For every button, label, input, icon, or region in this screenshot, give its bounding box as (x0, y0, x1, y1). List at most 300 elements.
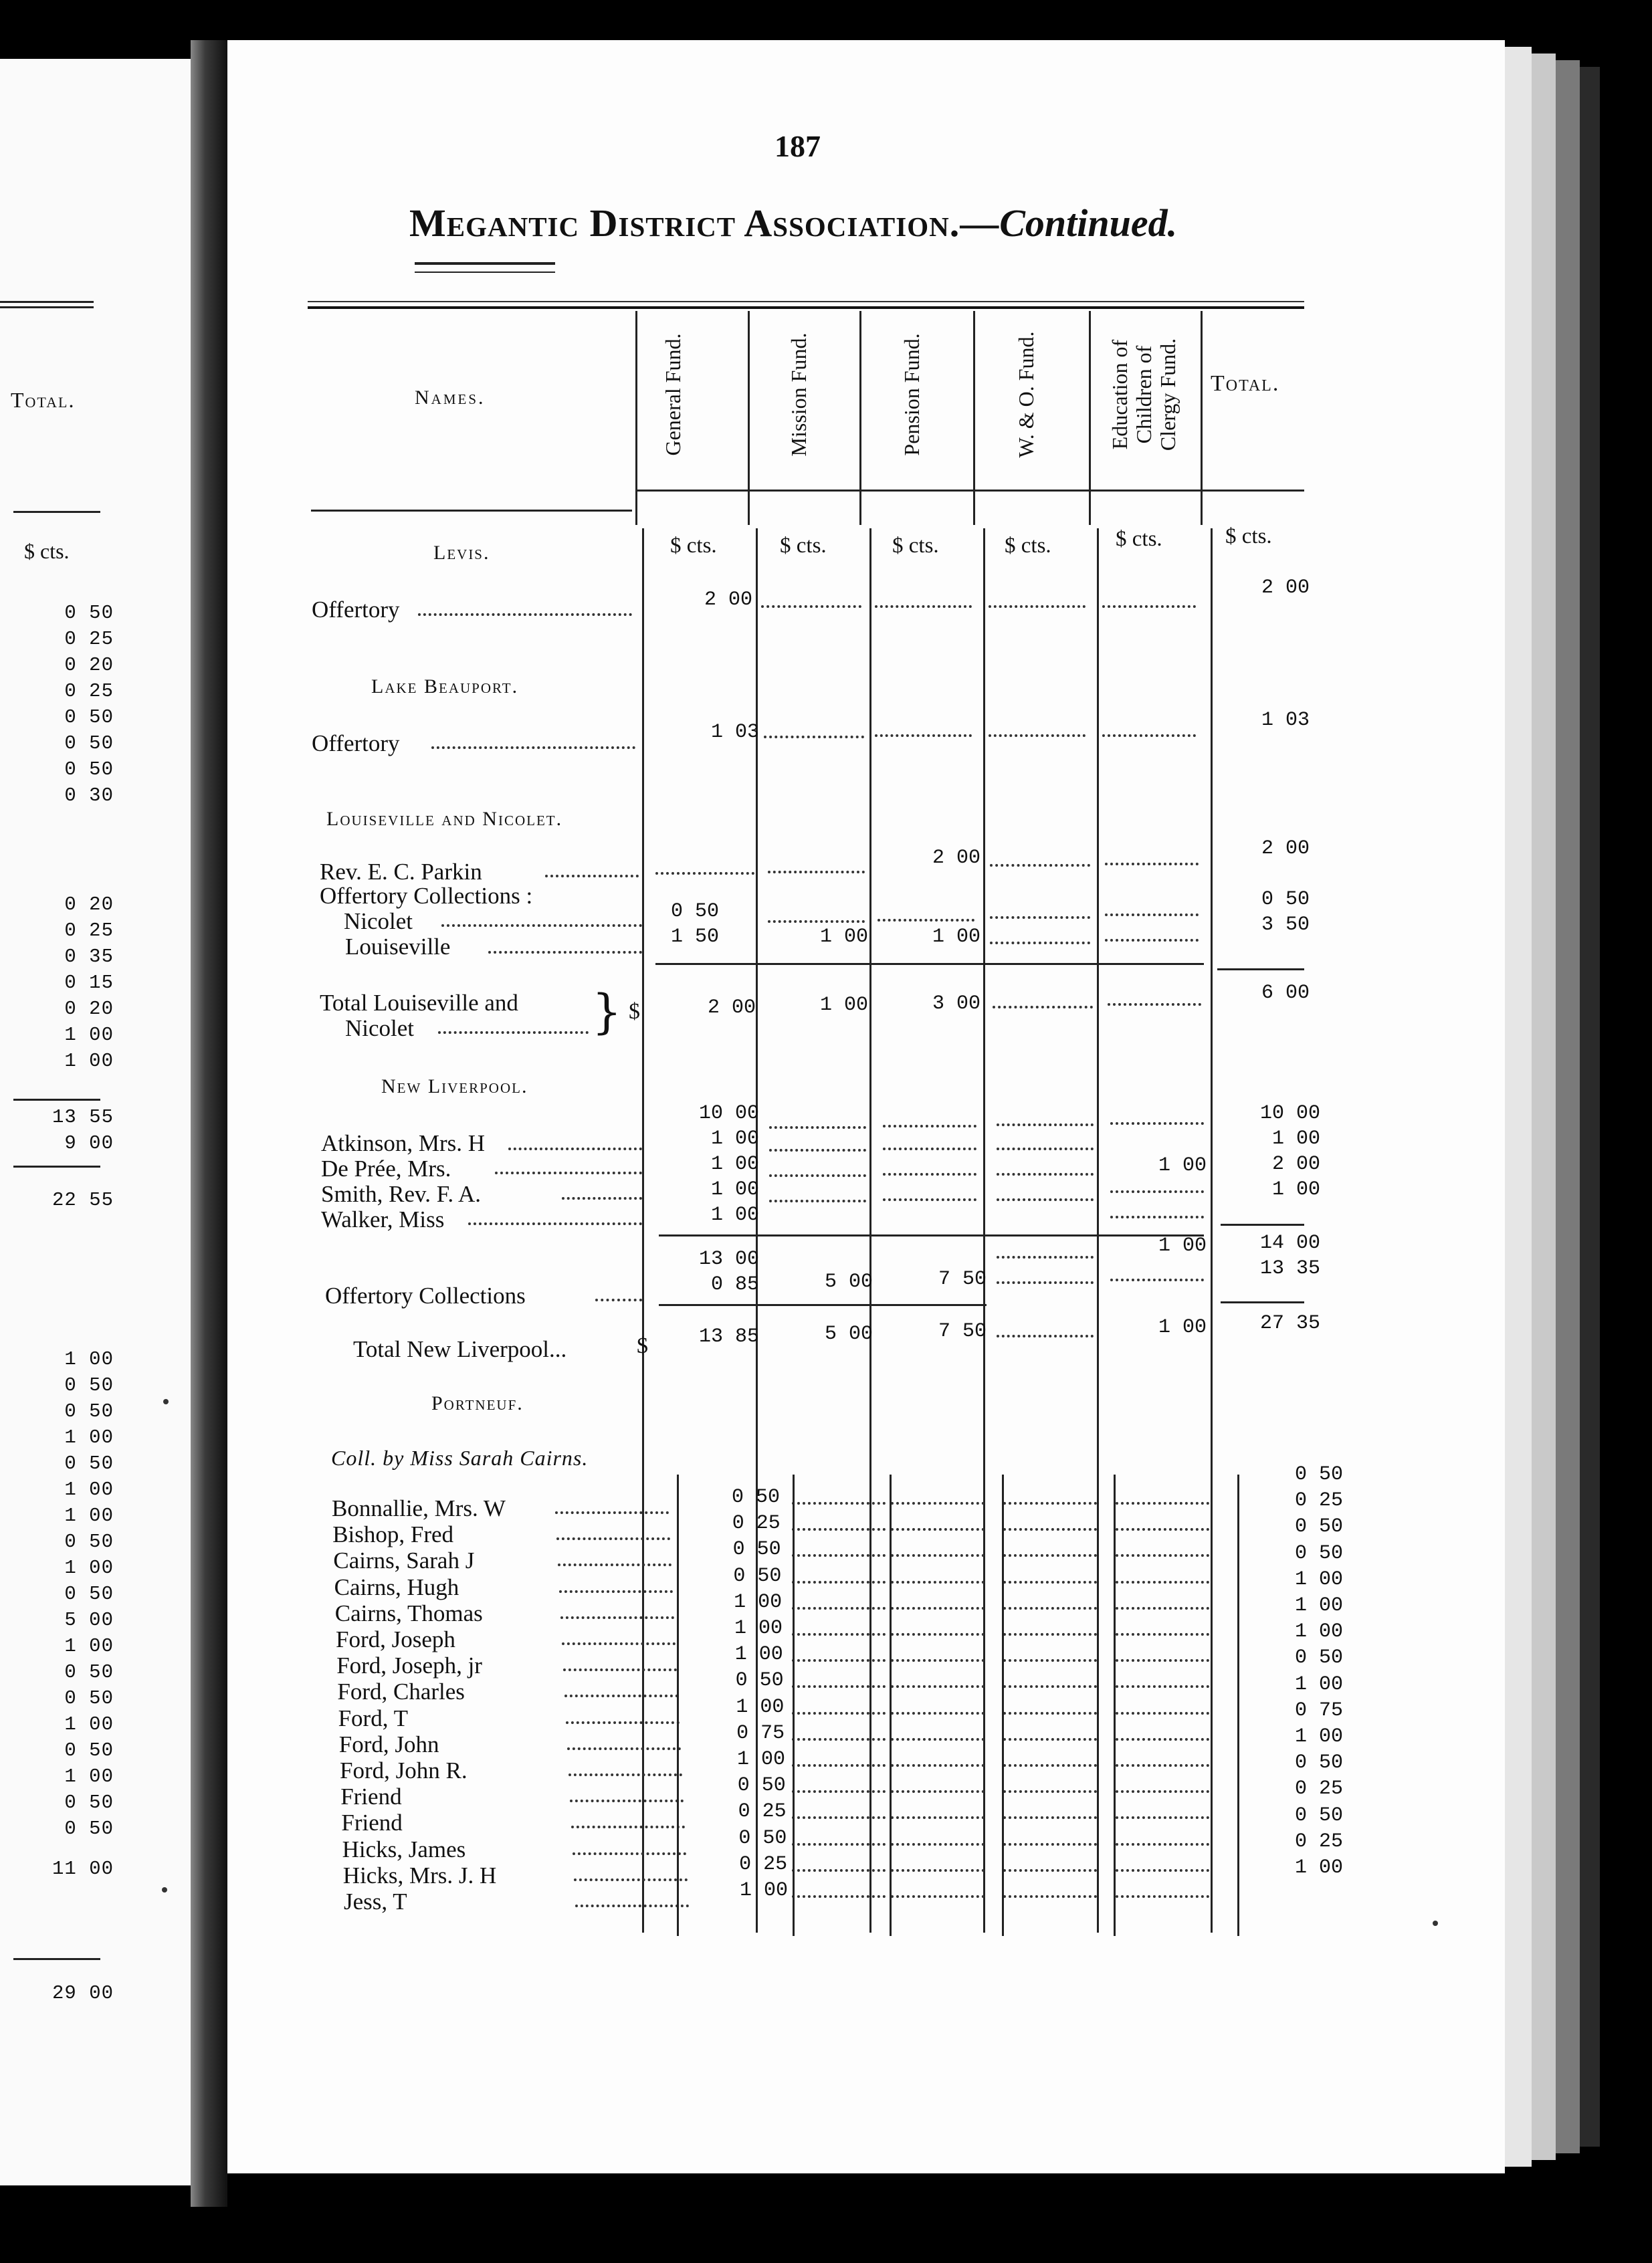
left-value: 5 00 (64, 1609, 114, 1631)
leader-dots (1105, 913, 1199, 916)
leader-dots (792, 1712, 886, 1715)
left-value: 1 00 (64, 1557, 114, 1579)
leader-dots (877, 919, 974, 922)
leader-dots (891, 1685, 985, 1688)
contributor-name: Ford, Joseph (336, 1626, 455, 1652)
general-value: 1 00 (734, 1617, 783, 1640)
leader-dots (1003, 1607, 1097, 1610)
general-value: 2 00 (704, 588, 752, 611)
column-rule (869, 528, 871, 1933)
pension-value: 3 00 (932, 992, 980, 1015)
total-value: 0 50 (1294, 1515, 1343, 1538)
leader-dots (990, 864, 1090, 867)
leader-dots (792, 1528, 886, 1531)
row-name: Offertory Collections (325, 1283, 526, 1309)
page-number: 187 (775, 129, 821, 163)
leader-dots (560, 1616, 674, 1619)
leader-dots (488, 951, 642, 954)
leader-dots (792, 1685, 886, 1688)
contributor-name: Ford, John (338, 1731, 439, 1757)
leader-dots (655, 872, 754, 875)
leader-dots (1116, 1895, 1209, 1898)
left-value: 29 00 (51, 1982, 114, 2004)
left-value: 13 55 (51, 1106, 114, 1128)
leader-dots (997, 1148, 1094, 1150)
contributor-name: Cairns, Hugh (334, 1574, 459, 1600)
leader-dots (993, 1006, 1093, 1008)
total-units: $ cts. (1225, 524, 1272, 548)
general-value: 0 85 (710, 1273, 759, 1296)
left-value: 0 30 (64, 784, 114, 806)
leader-dots (997, 1281, 1094, 1284)
leader-dots (768, 871, 865, 873)
mission-value: 5 00 (824, 1323, 873, 1345)
row-name: De Prée, Mrs. (321, 1156, 451, 1182)
left-value: 0 15 (64, 972, 114, 994)
left-value: 1 00 (64, 1024, 114, 1046)
left-value: 0 50 (64, 1687, 114, 1709)
leader-dots (997, 1123, 1094, 1126)
leader-dots (1102, 605, 1196, 608)
row-name: Offertory Collections : (320, 883, 533, 909)
page-edge (1532, 53, 1556, 2160)
pension-value: 1 00 (932, 926, 980, 948)
subtotal-rule (1221, 1224, 1304, 1226)
contributor-name: Cairns, Sarah J (333, 1547, 475, 1574)
total-value: 0 75 (1294, 1699, 1343, 1722)
left-value: 1 00 (64, 1050, 114, 1072)
general-value: 0 25 (739, 1853, 788, 1876)
total-value: 2 00 (1261, 576, 1310, 599)
leader-dots (769, 1174, 866, 1177)
page-edge (1556, 60, 1580, 2153)
leader-dots (558, 1564, 672, 1566)
total-value: 3 50 (1261, 913, 1310, 936)
left-value: 0 50 (64, 1661, 114, 1683)
leader-dots (891, 1607, 985, 1610)
leader-dots (418, 613, 632, 616)
pension-fund-header: Pension Fund. (900, 333, 924, 456)
leader-dots (1116, 1528, 1209, 1531)
general-value: 0 50 (733, 1565, 782, 1588)
leader-dots (883, 1125, 976, 1127)
education-value: 1 00 (1158, 1316, 1207, 1339)
leader-dots (990, 942, 1090, 944)
subtotal-rule (659, 1304, 987, 1306)
leader-dots (989, 605, 1086, 608)
leader-dots (891, 1869, 985, 1872)
leader-dots (1110, 1190, 1204, 1193)
print-speck (163, 1399, 169, 1404)
facing-page (0, 59, 191, 2185)
education-header-line: Education of (1108, 339, 1132, 450)
left-value: 0 50 (64, 1531, 114, 1553)
contributor-name: Cairns, Thomas (334, 1600, 483, 1626)
leader-dots (792, 1790, 886, 1793)
leader-dots (768, 920, 865, 923)
left-value: 22 55 (51, 1189, 114, 1211)
column-rule (635, 311, 637, 525)
general-value: 1 00 (710, 1178, 759, 1201)
total-value: 1 00 (1294, 1620, 1343, 1643)
subtotal-rule (655, 963, 1204, 965)
total-value: 0 50 (1294, 1542, 1343, 1565)
left-value: 0 25 (64, 680, 114, 702)
left-total-heading: Total. (11, 388, 76, 412)
total-value: 0 25 (1294, 1489, 1343, 1512)
general-value: 1 50 (670, 926, 719, 948)
leader-dots (792, 1738, 886, 1741)
section-lake-beauport: Lake Beauport. (371, 675, 519, 697)
leader-dots (495, 1172, 642, 1174)
leader-dots (574, 1878, 688, 1881)
leader-dots (1105, 939, 1199, 942)
leader-dots (1110, 1279, 1204, 1281)
general-value: 1 00 (736, 1748, 785, 1771)
section-portneuf: Portneuf. (431, 1392, 524, 1414)
leader-dots (891, 1659, 985, 1662)
left-value: 1 00 (64, 1635, 114, 1657)
leader-dots (883, 1198, 976, 1201)
education-header-line: Clergy Fund. (1156, 338, 1180, 451)
left-value: 0 25 (64, 920, 114, 942)
leader-dots (792, 1581, 886, 1584)
general-value: 0 50 (732, 1538, 781, 1561)
total-value: 0 50 (1294, 1463, 1343, 1486)
total-value: 0 50 (1294, 1751, 1343, 1774)
collector-note: Coll. by Miss Sarah Cairns. (331, 1446, 589, 1470)
general-value: 1 00 (734, 1591, 783, 1614)
title-continued: Continued. (999, 201, 1178, 245)
general-value: 0 25 (738, 1800, 787, 1823)
leader-dots (891, 1554, 985, 1557)
leader-dots (1003, 1554, 1097, 1557)
total-value: 1 03 (1261, 709, 1310, 732)
leader-dots (567, 1747, 681, 1750)
left-value: 0 50 (64, 706, 114, 728)
leader-dots (1003, 1764, 1097, 1767)
contributor-name: Bishop, Fred (332, 1521, 454, 1547)
left-value: 0 35 (64, 946, 114, 968)
contributor-name: Ford, John R. (340, 1757, 468, 1784)
total-value: 1 00 (1294, 1725, 1343, 1748)
left-value: 0 50 (64, 1792, 114, 1814)
left-header-rule (0, 301, 94, 303)
contributor-name: Bonnallie, Mrs. W (332, 1495, 506, 1521)
column-rule (1002, 1475, 1004, 1936)
leader-dots (468, 1222, 642, 1225)
total-value: 27 35 (1259, 1312, 1320, 1335)
total-value: 0 50 (1294, 1804, 1343, 1827)
leader-dots (769, 1126, 866, 1129)
left-value: 0 50 (64, 602, 114, 624)
leader-dots (891, 1528, 985, 1531)
left-value: 1 00 (64, 1765, 114, 1788)
leader-dots (1003, 1790, 1097, 1793)
leader-dots (1003, 1685, 1097, 1688)
row-name: Atkinson, Mrs. H (321, 1130, 486, 1156)
leader-dots (1116, 1712, 1209, 1715)
general-value: 1 00 (736, 1696, 785, 1719)
pension-value: 2 00 (932, 847, 980, 869)
education-value: 1 00 (1158, 1154, 1207, 1177)
general-value: 0 75 (736, 1722, 785, 1745)
section-new-liverpool: New Liverpool. (381, 1075, 528, 1097)
leader-dots (575, 1905, 689, 1907)
leader-dots (1116, 1764, 1209, 1767)
leader-dots (891, 1843, 985, 1846)
total-value: 1 00 (1294, 1856, 1343, 1879)
total-value: 0 25 (1294, 1830, 1343, 1853)
leader-dots (1003, 1633, 1097, 1636)
left-value: 11 00 (51, 1858, 114, 1880)
column-rule (859, 311, 861, 525)
leader-dots (1003, 1738, 1097, 1741)
mission-units: $ cts. (780, 534, 827, 558)
leader-dots (595, 1299, 642, 1301)
general-value: 0 50 (670, 900, 719, 923)
left-value: 0 50 (64, 1452, 114, 1475)
leader-dots (1003, 1528, 1097, 1531)
leader-dots (875, 734, 972, 737)
left-sum-rule (13, 1166, 100, 1168)
leader-dots (545, 875, 639, 877)
general-value: 1 00 (710, 1204, 759, 1226)
leader-dots (563, 1668, 677, 1671)
left-sum-rule (13, 1958, 100, 1960)
book-binding (191, 40, 227, 2207)
leader-dots (792, 1607, 886, 1610)
total-value: 0 50 (1261, 888, 1310, 911)
left-column-rule (13, 511, 100, 513)
names-column-header: Names. (415, 387, 486, 409)
leader-dots (891, 1581, 985, 1584)
pension-value: 7 50 (938, 1320, 987, 1343)
section-louiseville-nicolet: Louiseville and Nicolet. (326, 808, 563, 830)
row-name: Offertory (312, 730, 400, 756)
leader-dots (1003, 1869, 1097, 1872)
leader-dots (508, 1148, 642, 1150)
leader-dots (1003, 1502, 1097, 1505)
left-value: 1 00 (64, 1348, 114, 1370)
mission-value: 1 00 (819, 926, 868, 948)
left-value: 1 00 (64, 1426, 114, 1448)
leader-dots (792, 1843, 886, 1846)
leader-dots (564, 1695, 678, 1697)
column-rule (748, 311, 750, 525)
header-rule (308, 306, 1304, 309)
leader-dots (556, 1537, 670, 1540)
contributor-name: Friend (340, 1784, 402, 1810)
column-rule (1237, 1475, 1239, 1936)
leader-dots (769, 1200, 866, 1202)
leader-dots (891, 1764, 985, 1767)
leader-dots (1116, 1581, 1209, 1584)
row-name: Total Louiseville and (320, 990, 518, 1016)
leader-dots (891, 1790, 985, 1793)
general-value: 1 00 (710, 1127, 759, 1150)
general-value: 0 50 (737, 1774, 786, 1797)
column-rule (1211, 528, 1213, 1933)
total-value: 6 00 (1261, 982, 1310, 1004)
total-value: 2 00 (1271, 1153, 1320, 1176)
left-value: 0 50 (64, 758, 114, 780)
leader-dots (792, 1869, 886, 1872)
contributor-name: Hicks, James (342, 1836, 466, 1862)
leader-dots (438, 1031, 589, 1034)
column-rule (890, 1475, 892, 1936)
column-rule (983, 528, 985, 1933)
total-value: 0 25 (1294, 1777, 1343, 1800)
pension-units: $ cts. (892, 534, 939, 558)
leader-dots (1116, 1659, 1209, 1662)
contributor-name: Jess, T (344, 1889, 407, 1915)
leader-dots (997, 1173, 1094, 1176)
leader-dots (1108, 1003, 1201, 1006)
row-name: Smith, Rev. F. A. (321, 1181, 482, 1207)
general-value: 0 50 (731, 1486, 780, 1509)
total-subtotal: 14 00 (1259, 1232, 1320, 1255)
leader-dots (570, 1800, 684, 1802)
leader-dots (566, 1721, 680, 1724)
leader-dots (989, 734, 1086, 737)
left-value: 0 20 (64, 654, 114, 676)
subtotal-rule (1217, 968, 1304, 970)
leader-dots (891, 1712, 985, 1715)
leader-dots (1116, 1869, 1209, 1872)
leader-dots (792, 1895, 886, 1898)
leader-dots (1116, 1607, 1209, 1610)
left-value: 9 00 (64, 1132, 114, 1154)
general-subtotal: 13 00 (698, 1248, 759, 1271)
header-rule (308, 301, 1304, 302)
leader-dots (1105, 863, 1199, 865)
leader-dots (792, 1816, 886, 1819)
leader-dots (997, 1198, 1094, 1201)
left-value: 1 00 (64, 1505, 114, 1527)
general-fund-header: General Fund. (661, 333, 685, 456)
leader-dots (1003, 1816, 1097, 1819)
general-value: 1 00 (734, 1643, 783, 1666)
contributor-name: Ford, Joseph, jr (336, 1652, 482, 1679)
column-rule (1097, 528, 1099, 1933)
general-value: 0 25 (732, 1512, 781, 1535)
leader-dots (875, 605, 972, 608)
print-speck (1433, 1921, 1438, 1926)
section-levis: Levis. (433, 542, 490, 564)
general-value: 1 03 (710, 721, 759, 744)
title-main: Megantic District Association.— (409, 201, 1000, 245)
leader-dots (1116, 1502, 1209, 1505)
leader-dots (792, 1659, 886, 1662)
leader-dots (1003, 1895, 1097, 1898)
mission-value: 5 00 (824, 1271, 873, 1293)
left-value: 0 50 (64, 1583, 114, 1605)
leader-dots (997, 1335, 1094, 1337)
education-header-line: Children of (1132, 345, 1156, 444)
row-name: Louiseville (345, 934, 451, 960)
left-value: 0 50 (64, 1400, 114, 1422)
leader-dots (1110, 1216, 1204, 1218)
leader-dots (571, 1826, 685, 1828)
leader-dots (1003, 1581, 1097, 1584)
leader-dots (1110, 1122, 1204, 1125)
leader-dots (1116, 1633, 1209, 1636)
column-rule (973, 311, 975, 525)
leader-dots (1003, 1659, 1097, 1662)
leader-dots (555, 1511, 669, 1514)
contributor-name: Friend (341, 1810, 403, 1836)
left-header-rule (0, 306, 94, 308)
subtotal-rule (1221, 1301, 1304, 1303)
left-value: 0 20 (64, 998, 114, 1020)
leader-dots (764, 736, 864, 738)
total-value: 2 00 (1261, 837, 1310, 860)
leader-dots (883, 1173, 976, 1176)
column-rule (1089, 311, 1091, 525)
page-edge (1580, 67, 1600, 2147)
leader-dots (1116, 1738, 1209, 1741)
column-rule (1114, 1475, 1116, 1936)
left-value: 1 00 (64, 1479, 114, 1501)
left-value: 0 20 (64, 893, 114, 915)
leader-dots (891, 1633, 985, 1636)
mission-fund-header: Mission Fund. (787, 332, 811, 457)
leader-dots (769, 1149, 866, 1152)
leader-dots (891, 1738, 985, 1741)
wo-units: $ cts. (1005, 534, 1051, 558)
leader-dots (562, 1197, 642, 1200)
left-value: 0 25 (64, 628, 114, 650)
row-name: Offertory (312, 597, 400, 623)
mission-value: 1 00 (819, 994, 868, 1016)
header-bottom-rule (635, 490, 1304, 492)
leader-dots (1003, 1843, 1097, 1846)
total-column-header: Total. (1211, 371, 1280, 396)
total-value: 13 35 (1259, 1257, 1320, 1280)
leader-dots (1116, 1843, 1209, 1846)
page-edge (1505, 47, 1532, 2167)
leader-dots (431, 746, 635, 749)
total-value: 10 00 (1259, 1102, 1320, 1125)
total-value: 0 50 (1294, 1646, 1343, 1669)
leader-dots (441, 924, 642, 927)
total-value: 1 00 (1294, 1594, 1343, 1617)
leader-dots (559, 1590, 673, 1593)
leader-dots (883, 1148, 976, 1150)
contributor-name: Hicks, Mrs. J. H (342, 1862, 497, 1889)
general-value: 13 85 (698, 1325, 759, 1348)
leader-dots (1116, 1554, 1209, 1557)
left-value: 1 00 (64, 1713, 114, 1735)
leader-dots (792, 1764, 886, 1767)
brace-icon: } (592, 984, 622, 1039)
dollar-sign: $ (629, 999, 640, 1024)
leader-dots (792, 1633, 886, 1636)
general-value: 0 50 (738, 1827, 787, 1850)
total-value: 1 00 (1271, 1127, 1320, 1150)
general-value: 10 00 (698, 1102, 759, 1125)
row-name: Nicolet (345, 1015, 415, 1041)
row-name: Nicolet (344, 908, 413, 934)
left-value: 0 50 (64, 732, 114, 754)
general-value: 0 50 (735, 1669, 784, 1692)
leader-dots (990, 916, 1090, 919)
total-value: 1 00 (1294, 1673, 1343, 1696)
leader-dots (573, 1852, 686, 1855)
leader-dots (792, 1502, 886, 1505)
leader-dots (562, 1642, 676, 1645)
